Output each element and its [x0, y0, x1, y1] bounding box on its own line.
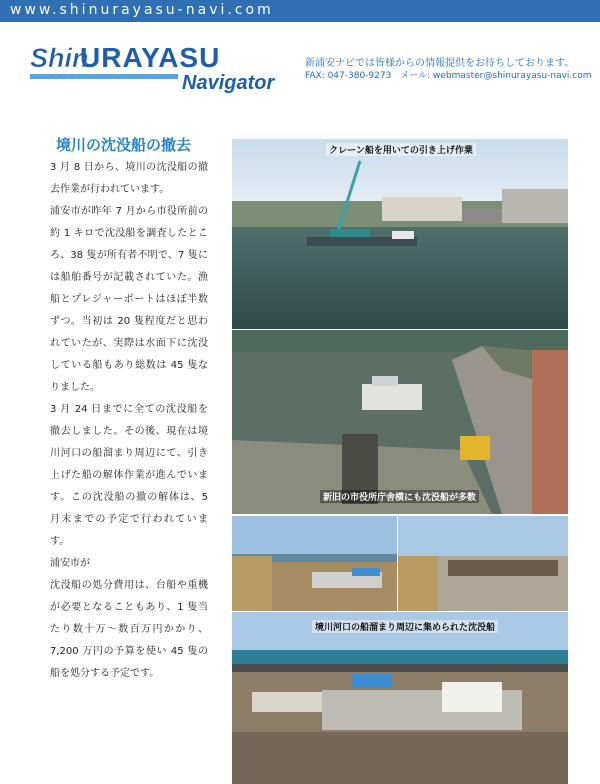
- logo-navigator: Navigator: [182, 72, 275, 94]
- photo-sea-wall-boat: [232, 330, 568, 514]
- photo-crane-ship: [232, 139, 568, 329]
- photo-shore-right: [398, 516, 568, 611]
- photo-caption: クレーン船を用いての引き上げ作業: [326, 143, 476, 156]
- logo-urayasu: URAYASU: [80, 42, 221, 73]
- logo-swoosh: [30, 74, 178, 79]
- photo-caption: 新旧の市役所庁舎横にも沈没船が多数: [320, 490, 479, 503]
- contact-fax-email[interactable]: FAX: 047-380-9273 メール: webmaster@shinurayasu-navi.com: [305, 71, 592, 81]
- article-paragraph: 浦安市が昨年 7 月から市役所前の約 1 キロで沈没船を調査したところ、38 隻が所有者不明で、7 隻には船舶番号が記載されていた。漁船とプレジャーボートはほぼ半数ずつ。当初は 20 隻程度だと思われていたが、実際は水面下に沈没している船もあり総数は 45 隻なりました。: [50, 206, 208, 393]
- article-paragraph: 沈没船の処分費用は、台船や重機が必要となることもあり、1 隻当たり数十万～数百万円かかり、7,200 万円の予算を使い 45 隻の船を処分する予定です。: [50, 580, 208, 679]
- photo-collected-wrecks: [232, 612, 568, 784]
- contact-notice: 新浦安ナビでは皆様からの情報提供をお待ちしております。: [305, 58, 575, 69]
- article-paragraph: 浦安市が: [50, 558, 90, 569]
- article-body: [50, 157, 208, 685]
- logo-shin: Shin: [30, 43, 89, 73]
- site-url[interactable]: www.shinurayasu-navi.com: [10, 2, 274, 18]
- photo-shore-left: [232, 516, 397, 611]
- shin-urayasu-navigator-logo[interactable]: [30, 36, 292, 96]
- article-paragraph: 3 月 8 日から、境川の沈没船の撤去作業が行われています。: [50, 162, 208, 195]
- photo-caption: 境川河口の船溜まり周辺に集められた沈没船: [312, 620, 498, 633]
- article-paragraph: 3 月 24 日までに全ての沈没船を撤去しました。その後、現在は境川河口の船溜まり周辺にて、引き上げた船の解体作業が進んでいます。この沈没船の撤の解体は、5 月末までの予定で行われています。: [50, 404, 208, 547]
- article-title: 境川の沈没船の撤去: [56, 136, 192, 154]
- contact-info: [305, 57, 592, 83]
- top-url-bar: [0, 0, 600, 22]
